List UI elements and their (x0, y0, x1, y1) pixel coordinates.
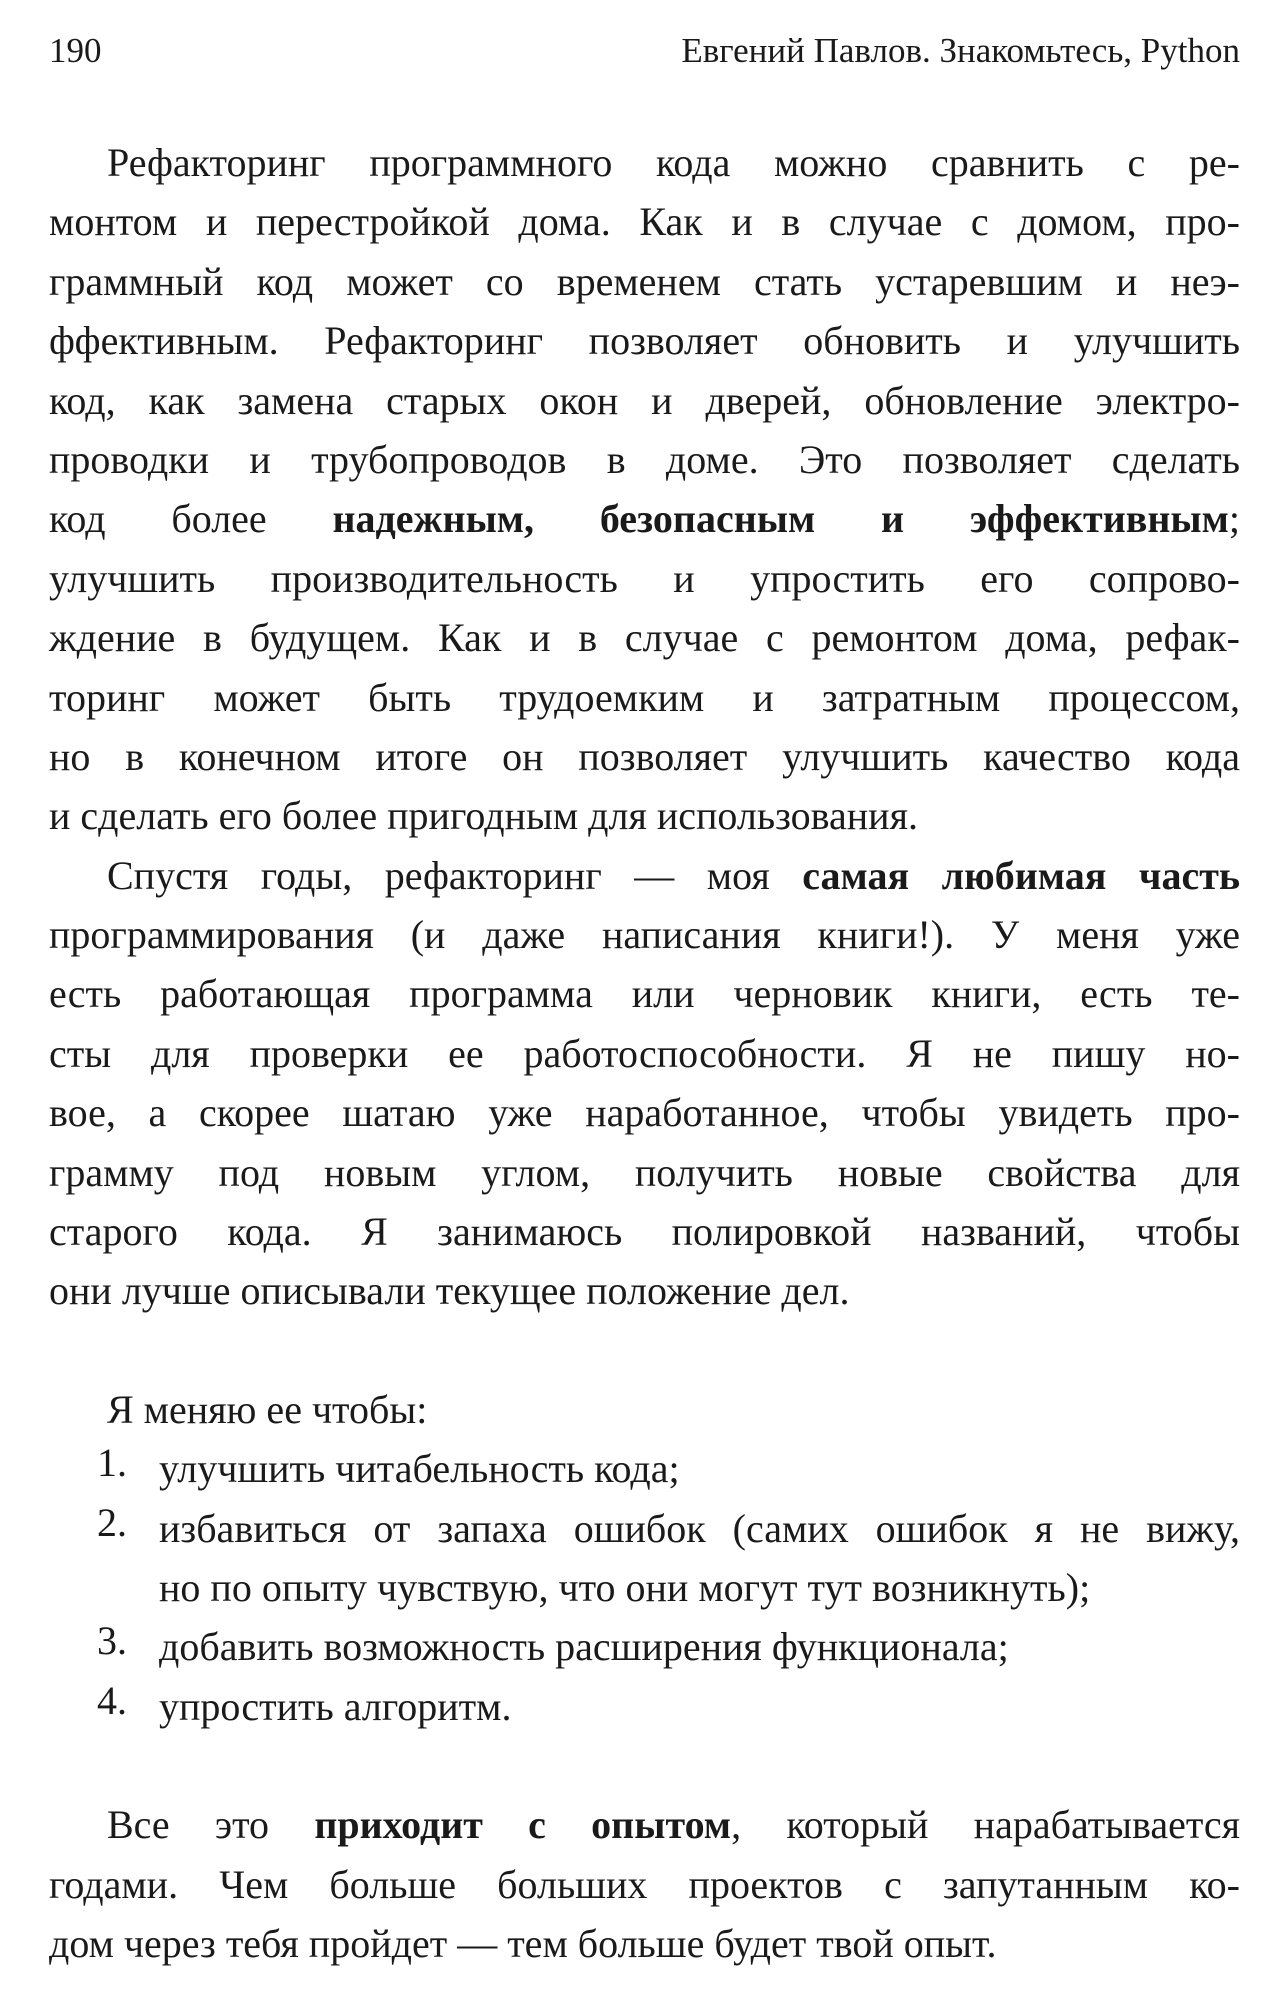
list-intro: Я меняю ее чтобы: (107, 1386, 428, 1432)
paragraph-refactoring-analogy (49, 133, 1240, 846)
text-line: и сделать его более пригодным для использования. (49, 793, 918, 839)
bold-emphasis: надежным, безопасным и эффективным (332, 496, 1229, 542)
paragraph-favorite-part (49, 846, 1240, 1321)
text-run: ; (1228, 496, 1240, 542)
text-line: ждение в будущем. Как и в случае с ремонтом дома, рефак- (49, 615, 1240, 661)
spacer (49, 1736, 1240, 1795)
bold-emphasis: приходит с опытом (314, 1802, 732, 1848)
text-run: Все это (107, 1802, 315, 1848)
text-line: монтом и перестройкой дома. Как и в случае с домом, про- (49, 199, 1240, 245)
list-number: 3. (97, 1618, 127, 1664)
text-line: проводки и трубопроводов в доме. Это позволяет сделать (49, 436, 1240, 482)
page-header (49, 26, 1240, 76)
list-item (49, 1677, 1240, 1736)
list-number: 2. (97, 1499, 127, 1545)
page-body (49, 133, 1240, 1973)
paragraph-experience (49, 1795, 1240, 1973)
text-line: ффективным. Рефакторинг позволяет обновить и улучшить (49, 318, 1240, 364)
text-run: код более (49, 496, 333, 542)
page-number: 190 (49, 31, 102, 70)
bold-emphasis: самая любимая часть (802, 852, 1241, 898)
list-item-text: улучшить читабельность кода; (159, 1446, 680, 1492)
list-item (49, 1439, 1240, 1498)
text-line: дом через тебя пройдет — тем больше будет твой опыт. (49, 1920, 997, 1966)
spacer (49, 1321, 1240, 1380)
text-line: код, как замена старых окон и дверей, обновление электро- (49, 377, 1240, 423)
text-run: Спустя годы, рефакторинг — моя (107, 852, 803, 898)
numbered-list-section (49, 1380, 1240, 1736)
text-line: грамму под новым углом, получить новые свойства для (49, 1149, 1240, 1195)
list-item-text: но по опыту чувствую, что они могут тут возникнуть); (159, 1564, 1091, 1610)
text-line-with-emphasis (49, 489, 1240, 548)
text-line: вое, а скорее шатаю уже наработанное, чтобы увидеть про- (49, 1090, 1240, 1136)
text-line: есть работающая программа или черновик книги, есть те- (49, 971, 1240, 1017)
text-line: граммный код может со временем стать устаревшим и неэ- (49, 258, 1240, 304)
text-line: но в конечном итоге он позволяет улучшить качество кода (49, 733, 1240, 779)
text-line: годами. Чем больше больших проектов с запутанным ко- (49, 1861, 1240, 1907)
text-line: торинг может быть трудоемким и затратным процессом, (49, 674, 1240, 720)
numbered-list (49, 1439, 1240, 1736)
list-item (49, 1499, 1240, 1618)
text-line: программирования (и даже написания книги!). У меня уже (49, 912, 1240, 958)
text-line: старого кода. Я занимаюсь полировкой названий, чтобы (49, 1209, 1240, 1255)
list-item-text: избавиться от запаха ошибок (самих ошибок я не вижу, (159, 1505, 1240, 1551)
list-item (49, 1617, 1240, 1676)
list-number: 4. (97, 1677, 127, 1723)
text-line-with-emphasis (49, 1795, 1240, 1854)
list-item-text: упростить алгоритм. (159, 1683, 512, 1729)
list-number: 1. (97, 1440, 127, 1486)
text-line-with-emphasis (49, 846, 1240, 905)
text-line: они лучше описывали текущее положение дел. (49, 1268, 850, 1314)
text-line: Рефакторинг программного кода можно сравнить с ре- (107, 140, 1240, 185)
running-title: Евгений Павлов. Знакомьтесь, Python (681, 31, 1240, 70)
text-line: сты для проверки ее работоспособности. Я не пишу но- (49, 1030, 1240, 1076)
text-line: улучшить производительность и упростить его сопрово- (49, 555, 1240, 601)
text-run: , который нарабатывается (731, 1802, 1241, 1848)
list-item-text: добавить возможность расширения функционала; (159, 1624, 1009, 1670)
